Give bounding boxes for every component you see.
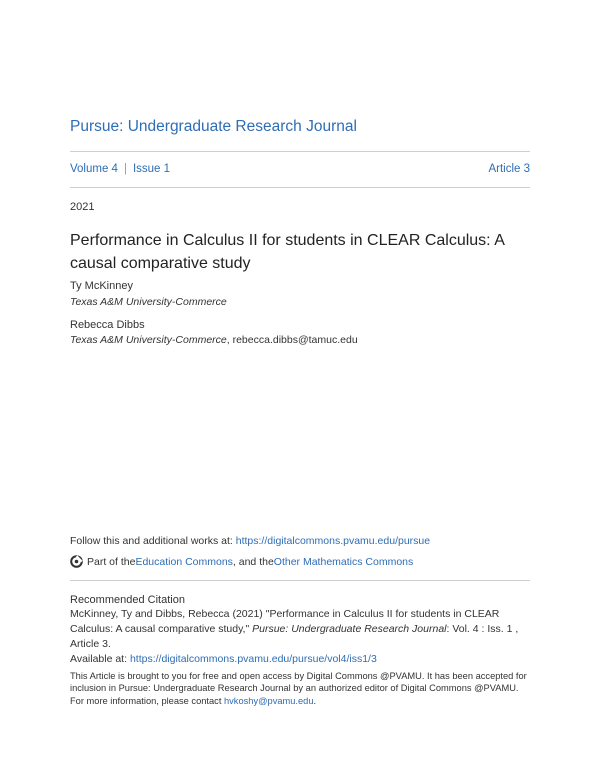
issue-link[interactable]: Issue 1 <box>132 163 171 175</box>
journal-title[interactable]: Pursue: Undergraduate Research Journal <box>70 118 357 135</box>
publication-year: 2021 <box>70 201 95 213</box>
part-of-line: Part of the Education Commons , and the Other Mathematics Commons <box>70 555 413 568</box>
author-name-1: Ty McKinney <box>70 280 133 292</box>
volume-link[interactable]: Volume 4 <box>70 163 118 175</box>
article-title: Performance in Calculus II for students in CLEAR Calculus: A causal comparative study <box>70 232 504 272</box>
citation-divider <box>70 580 530 581</box>
education-commons-link[interactable]: Education Commons <box>135 555 233 568</box>
author-name-2: Rebecca Dibbs <box>70 319 145 331</box>
meta-separator: | <box>123 163 127 175</box>
contact-email-link[interactable]: hvkoshy@pvamu.edu <box>223 695 314 706</box>
top-divider <box>70 151 530 152</box>
open-access-icon <box>70 555 83 568</box>
citation-url-link[interactable]: https://digitalcommons.pvamu.edu/pursue/vol4/iss1/3 <box>129 653 377 665</box>
author-affiliation-1: Texas A&M University-Commerce <box>70 296 227 308</box>
other-mathematics-commons-link[interactable]: Other Mathematics Commons <box>273 555 414 568</box>
meta-divider <box>70 187 530 188</box>
access-statement: This Article is brought to you for free and open access by Digital Commons @PVAMU. It has been accepted for inclusion in Pursue: Undergraduate Research Journal by an authorized editor of Digital Commons @PVAMU. For more information, please contact hvkoshy@pvamu.edu. <box>70 671 527 706</box>
document-page <box>70 0 530 776</box>
citation-heading: Recommended Citation <box>70 594 185 606</box>
follow-link[interactable]: https://digitalcommons.pvamu.edu/pursue <box>235 535 431 547</box>
article-link[interactable]: Article 3 <box>488 163 530 175</box>
follow-line: Follow this and additional works at: https://digitalcommons.pvamu.edu/pursue <box>70 535 431 547</box>
citation-text: McKinney, Ty and Dibbs, Rebecca (2021) "Performance in Calculus II for students in CLEAR Calculus: A causal comparative study," Pursue: Undergraduate Research Journal: Vol. 4 : Iss. 1 , Article 3. Available at: https://digitalcommons.pvamu.edu/pursue/vol4/iss1/3 <box>70 608 519 665</box>
issue-info-row <box>70 163 530 179</box>
author-email-2[interactable]: , rebecca.dibbs@tamuc.edu <box>226 334 358 346</box>
author-affiliation-2: Texas A&M University-Commerce, rebecca.dibbs@tamuc.edu <box>70 334 358 346</box>
